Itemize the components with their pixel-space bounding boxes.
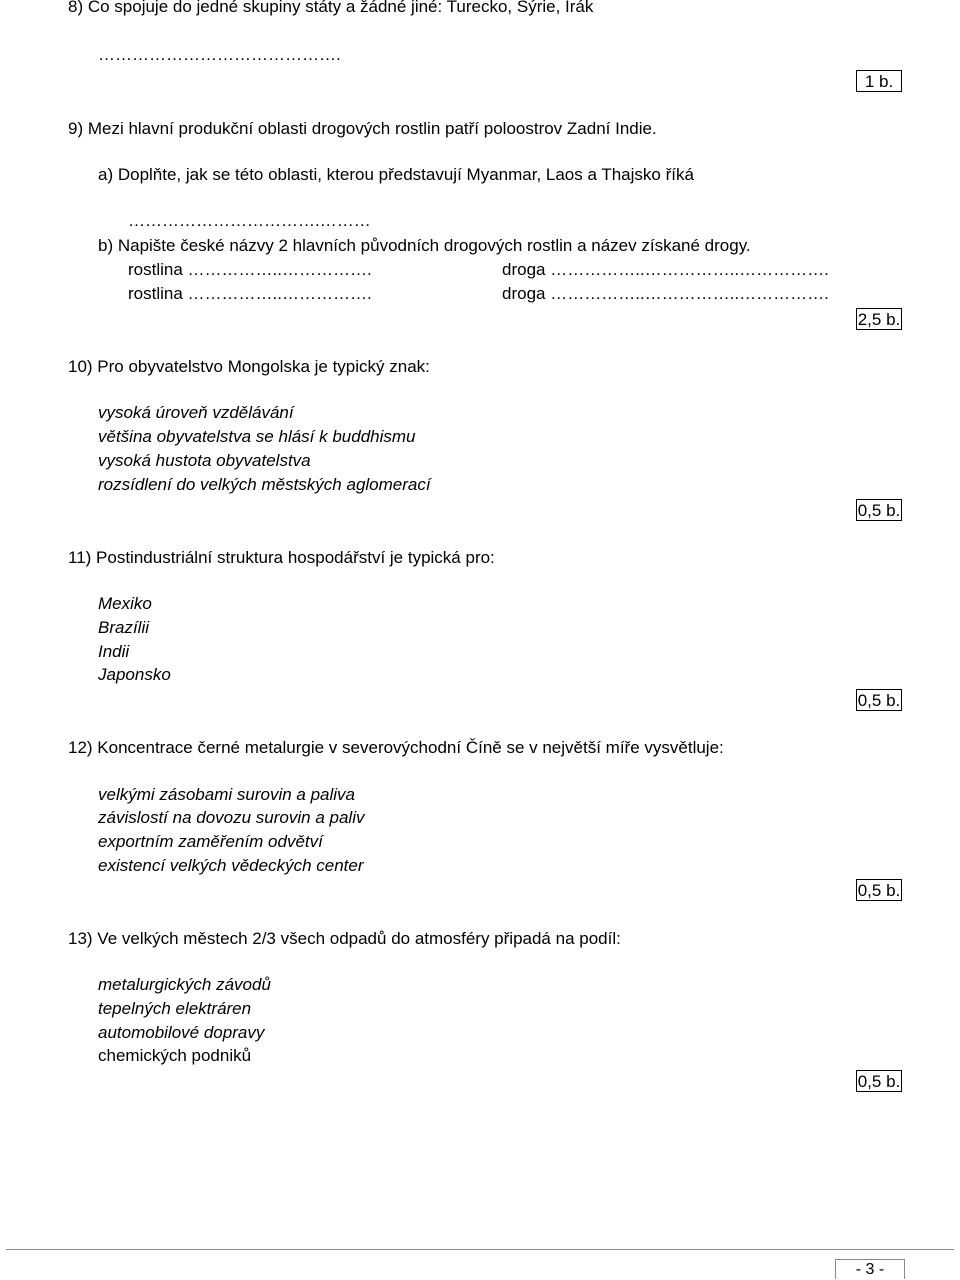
- question-9b-plant-2[interactable]: rostlina ……………..…………….: [128, 284, 372, 303]
- question-13-option[interactable]: automobilové dopravy: [98, 1023, 265, 1042]
- question-13-text: 13) Ve velkých městech 2/3 všech odpadů do atmosféry připadá na podíl:: [68, 929, 621, 948]
- question-11-points: 0,5 b.: [857, 691, 901, 710]
- question-11-option[interactable]: Indii: [98, 642, 130, 661]
- question-9a-text: a) Doplňte, jak se této oblasti, kterou představují Myanmar, Laos a Thajsko říká: [98, 165, 694, 184]
- question-11-option[interactable]: Japonsko: [98, 665, 171, 684]
- question-10-points: 0,5 b.: [857, 501, 901, 520]
- question-9b-text: b) Napište české názvy 2 hlavních původních drogových rostlin a název získané drogy.: [98, 236, 751, 255]
- question-10-option[interactable]: vysoká úroveň vzdělávání: [98, 403, 294, 422]
- question-12-option[interactable]: závislostí na dovozu surovin a paliv: [98, 808, 365, 827]
- page-number: - 3 -: [835, 1259, 905, 1279]
- question-9a-answer-line[interactable]: …………………………….………: [128, 211, 371, 230]
- question-8-text: 8) Co spojuje do jedné skupiny státy a žádné jiné: Turecko, Sýrie, Irák: [68, 0, 594, 16]
- footer-divider: [6, 1249, 954, 1250]
- question-9b-plant-1[interactable]: rostlina ……………..…………….: [128, 260, 372, 279]
- question-8-answer-line[interactable]: …………………………………….: [98, 45, 341, 64]
- question-12-points: 0,5 b.: [857, 881, 901, 900]
- question-13-option[interactable]: chemických podniků: [98, 1046, 252, 1065]
- question-13-option[interactable]: metalurgických závodů: [98, 975, 271, 994]
- question-10-option[interactable]: většina obyvatelstva se hlásí k buddhismu: [98, 427, 416, 446]
- question-13-option[interactable]: tepelných elektráren: [98, 999, 252, 1018]
- question-9b-drug-2[interactable]: droga ……………..……………..…………….: [502, 284, 829, 303]
- question-9b-drug-1[interactable]: droga ……………..……………..…………….: [502, 260, 829, 279]
- question-10-option[interactable]: rozsídlení do velkých městských aglomerací: [98, 475, 431, 494]
- question-12-text: 12) Koncentrace černé metalurgie v severovýchodní Číně se v největší míře vysvětluje:: [68, 738, 724, 757]
- question-12-option[interactable]: exportním zaměřením odvětví: [98, 832, 323, 851]
- question-11-option[interactable]: Mexiko: [98, 594, 152, 613]
- question-12-option[interactable]: velkými zásobami surovin a paliva: [98, 785, 355, 804]
- question-12-option[interactable]: existencí velkých vědeckých center: [98, 856, 364, 875]
- question-11-option[interactable]: Brazílii: [98, 618, 150, 637]
- question-11-text: 11) Postindustriální struktura hospodářství je typická pro:: [68, 548, 495, 567]
- question-9-points: 2,5 b.: [857, 310, 901, 329]
- question-13-points: 0,5 b.: [857, 1072, 901, 1091]
- question-8-points: 1 b.: [856, 70, 902, 92]
- question-10-text: 10) Pro obyvatelstvo Mongolska je typický znak:: [68, 357, 430, 376]
- question-10-option[interactable]: vysoká hustota obyvatelstva: [98, 451, 311, 470]
- question-9-text: 9) Mezi hlavní produkční oblasti drogových rostlin patří poloostrov Zadní Indie.: [68, 119, 657, 138]
